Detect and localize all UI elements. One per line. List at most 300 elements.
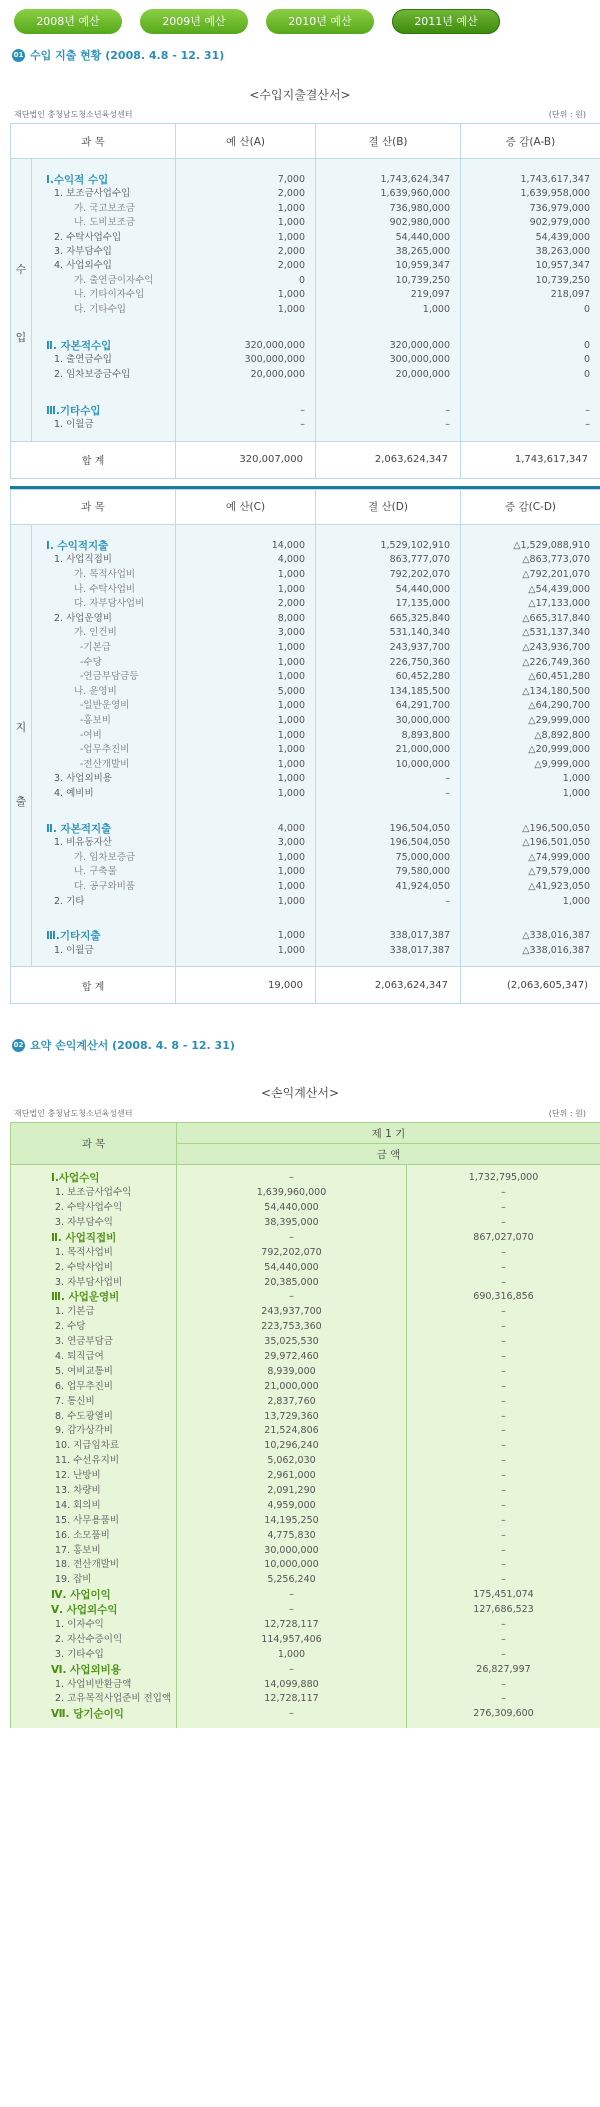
row-label: 2. 고유목적사업준비 전입액 bbox=[55, 1693, 172, 1705]
row-label: 9. 감가상각비 bbox=[55, 1425, 113, 1437]
total-c-budget: 19,000 bbox=[176, 967, 316, 1004]
row-value: 4,000 bbox=[277, 822, 305, 834]
income-body bbox=[11, 159, 600, 442]
row-label: 18. 전산개발비 bbox=[55, 1559, 120, 1571]
row-value: 1,000 bbox=[277, 642, 305, 654]
row-value: – bbox=[289, 1231, 294, 1243]
row-label: 1. 기본급 bbox=[55, 1306, 95, 1318]
row-value: 4,959,000 bbox=[267, 1499, 316, 1511]
row-label: -수당 bbox=[80, 656, 102, 668]
row-label: 14. 회의비 bbox=[55, 1499, 101, 1511]
statement-labels bbox=[11, 1165, 177, 1728]
row-label: 1. 사업직접비 bbox=[54, 554, 112, 566]
row-value: – bbox=[501, 1276, 506, 1288]
total-a: 320,007,000 bbox=[176, 441, 316, 478]
row-label: 나. 운영비 bbox=[74, 685, 117, 697]
row-value: 38,395,000 bbox=[264, 1216, 319, 1228]
row-label: 2. 수탁사업비 bbox=[55, 1261, 113, 1273]
row-label: 1. 보조금사업수입 bbox=[54, 188, 131, 200]
row-value: △29,999,000 bbox=[528, 714, 590, 726]
row-label: 나. 기타이자수입 bbox=[74, 289, 145, 301]
row-value: – bbox=[289, 1172, 294, 1184]
row-value: 1,000 bbox=[277, 773, 305, 785]
row-value: 902,979,000 bbox=[529, 217, 590, 229]
row-value: 2,091,290 bbox=[267, 1485, 316, 1496]
section-title-text: 수입 지출 현황 (2008. 4.8 - 12. 31) bbox=[30, 49, 225, 62]
row-label: Ⅰ.수익적 수입 bbox=[46, 174, 109, 186]
expense-labels bbox=[32, 524, 176, 966]
row-value: – bbox=[445, 787, 450, 799]
total-b: 2,063,624,347 bbox=[316, 441, 461, 478]
row-value: 1,743,624,347 bbox=[380, 174, 450, 185]
section-number-icon: 02 bbox=[12, 1039, 25, 1052]
row-value: 10,296,240 bbox=[264, 1440, 319, 1452]
row-label: 1. 이자수익 bbox=[55, 1619, 104, 1631]
row-value: 4,000 bbox=[277, 554, 305, 566]
row-value: 1,000 bbox=[277, 289, 305, 301]
row-label: Ⅰ.사업수익 bbox=[51, 1172, 100, 1185]
row-value: 1,000 bbox=[277, 851, 305, 863]
total-cd-diff: (2,063,605,347) bbox=[461, 967, 600, 1004]
row-value: – bbox=[501, 1678, 506, 1690]
row-value: △1,529,088,910 bbox=[513, 539, 590, 551]
row-label: Ⅳ. 사업이익 bbox=[51, 1589, 111, 1602]
col-period: 제 1 기 bbox=[177, 1123, 600, 1144]
row-value: 1,000 bbox=[277, 714, 305, 726]
row-value: 1,000 bbox=[277, 671, 305, 683]
row-value: – bbox=[501, 1410, 506, 1422]
row-label: 2. 기타 bbox=[54, 895, 85, 907]
row-value: 867,027,070 bbox=[473, 1231, 534, 1243]
row-value: 300,000,000 bbox=[244, 354, 305, 366]
row-value: 0 bbox=[583, 368, 590, 380]
row-value: 531,140,340 bbox=[389, 627, 450, 639]
row-value: 54,440,000 bbox=[264, 1261, 319, 1273]
row-value: 4,775,830 bbox=[267, 1529, 316, 1541]
row-value: 8,000 bbox=[277, 612, 305, 624]
expense-settle-values bbox=[316, 524, 461, 966]
expense-header-row bbox=[11, 489, 600, 524]
income-table bbox=[10, 123, 600, 479]
row-value: 1,000 bbox=[277, 303, 305, 315]
income-statement-table bbox=[10, 1122, 600, 1728]
row-value: 1,000 bbox=[277, 217, 305, 229]
row-value: 21,524,806 bbox=[264, 1425, 319, 1437]
income-labels bbox=[32, 159, 176, 442]
row-value: △41,923,050 bbox=[528, 880, 590, 892]
row-value: – bbox=[501, 1350, 506, 1362]
row-value: 1,000 bbox=[277, 895, 305, 907]
row-value: 1,639,960,000 bbox=[256, 1187, 327, 1199]
row-value: 1,000 bbox=[277, 758, 305, 770]
row-value: 338,017,387 bbox=[389, 930, 450, 942]
row-spacer bbox=[461, 382, 590, 404]
row-value: 10,957,347 bbox=[535, 260, 590, 272]
row-value: 1,000 bbox=[277, 930, 305, 942]
row-label: 다. 기타수입 bbox=[74, 303, 126, 315]
row-label: 2. 사업운영비 bbox=[54, 612, 112, 624]
row-value: 10,739,250 bbox=[535, 274, 590, 286]
row-value: – bbox=[501, 1693, 506, 1705]
row-label: 3. 기타수입 bbox=[55, 1648, 104, 1660]
row-value: 2,000 bbox=[277, 260, 305, 272]
year-tabs bbox=[0, 0, 600, 44]
row-value: – bbox=[501, 1187, 506, 1199]
total-label: 합 계 bbox=[11, 441, 176, 478]
row-value: 736,980,000 bbox=[389, 202, 450, 214]
row-value: △226,749,360 bbox=[522, 656, 590, 668]
row-value: 20,000,000 bbox=[250, 368, 305, 380]
expense-body bbox=[11, 524, 600, 966]
row-value: 64,291,700 bbox=[395, 700, 450, 712]
row-value: 276,309,600 bbox=[473, 1708, 534, 1720]
expense-diff-values bbox=[461, 524, 600, 966]
row-value: 243,937,700 bbox=[261, 1306, 322, 1318]
row-spacer bbox=[176, 802, 305, 822]
row-value: 338,017,387 bbox=[389, 944, 450, 956]
row-label: -전산개발비 bbox=[80, 758, 130, 770]
tab-2008-budget[interactable]: 2008년 예산 bbox=[14, 9, 122, 34]
row-label: 가. 임차보증금 bbox=[74, 851, 136, 863]
doc-meta bbox=[0, 1108, 600, 1120]
row-spacer bbox=[316, 317, 450, 339]
row-value: △338,016,387 bbox=[522, 944, 590, 956]
row-value: – bbox=[501, 1365, 506, 1377]
row-value: 8,893,800 bbox=[401, 729, 450, 741]
row-value: – bbox=[501, 1499, 506, 1511]
row-value: 1,000 bbox=[277, 880, 305, 892]
row-label: 1. 이월금 bbox=[54, 419, 94, 431]
row-value: 1,000 bbox=[277, 787, 305, 799]
section-title-income-statement bbox=[0, 1034, 600, 1056]
row-spacer bbox=[316, 802, 450, 822]
row-label: 4. 예비비 bbox=[54, 787, 94, 799]
row-value: 5,256,240 bbox=[267, 1574, 316, 1586]
row-value: 1,000 bbox=[277, 866, 305, 878]
row-label: Ⅱ. 자본적수입 bbox=[46, 339, 112, 352]
row-value: 54,440,000 bbox=[264, 1202, 319, 1214]
row-label: 8. 수도광열비 bbox=[55, 1410, 113, 1422]
row-label: 1. 비유동자산 bbox=[54, 837, 112, 849]
row-label: 가. 목적사업비 bbox=[74, 569, 136, 581]
row-value: 134,185,500 bbox=[389, 685, 450, 697]
row-value: 320,000,000 bbox=[389, 339, 450, 351]
row-label: 가. 출연금이자수익 bbox=[74, 274, 154, 286]
row-value: – bbox=[501, 1336, 506, 1348]
row-label: Ⅰ. 수익적지출 bbox=[46, 539, 109, 552]
row-value: △243,936,700 bbox=[522, 642, 590, 654]
unit-label: (단위 : 원) bbox=[548, 110, 586, 119]
row-label: 나. 구축물 bbox=[74, 866, 117, 878]
row-label: Ⅱ. 사업직접비 bbox=[51, 1231, 117, 1244]
row-label: 1. 출연금수입 bbox=[54, 354, 112, 366]
row-label: Ⅲ.기타수입 bbox=[46, 405, 101, 418]
row-label: 2. 임차보증금수입 bbox=[54, 368, 131, 380]
row-value: – bbox=[501, 1216, 506, 1228]
row-label: 19. 잡비 bbox=[55, 1574, 92, 1586]
row-value: 0 bbox=[583, 303, 590, 315]
row-value: – bbox=[501, 1380, 506, 1392]
row-label: Ⅱ. 자본적지출 bbox=[46, 822, 112, 835]
row-value: 243,937,700 bbox=[389, 642, 450, 654]
row-spacer bbox=[32, 382, 175, 404]
row-value: – bbox=[501, 1619, 506, 1631]
row-value: – bbox=[501, 1648, 506, 1660]
row-label: 2. 수탁사업수익 bbox=[55, 1202, 123, 1214]
row-value: 10,000,000 bbox=[264, 1559, 319, 1571]
row-label: 5. 여비교통비 bbox=[55, 1365, 113, 1377]
row-value: 26,827,997 bbox=[476, 1663, 531, 1675]
row-label: 가. 인건비 bbox=[74, 627, 117, 639]
row-value: △64,290,700 bbox=[528, 700, 590, 712]
tab-2009-budget[interactable]: 2009년 예산 bbox=[140, 9, 248, 34]
col-budget-c: 예 산(C) bbox=[176, 489, 316, 524]
row-value: – bbox=[289, 1663, 294, 1675]
row-value: 13,729,360 bbox=[264, 1410, 319, 1422]
row-value: △54,439,000 bbox=[528, 583, 590, 595]
row-label: 2. 자산수증이익 bbox=[55, 1633, 123, 1645]
row-value: △134,180,500 bbox=[522, 685, 590, 697]
statement-sum-values bbox=[407, 1165, 600, 1728]
col-diff-cd: 증 감(C-D) bbox=[461, 489, 600, 524]
row-value: △338,016,387 bbox=[522, 930, 590, 942]
row-label: 16. 소모품비 bbox=[55, 1529, 110, 1541]
row-value: – bbox=[501, 1395, 506, 1407]
row-value: 0 bbox=[583, 354, 590, 366]
expense-category: 지 출 bbox=[11, 524, 32, 966]
row-spacer bbox=[316, 382, 450, 404]
row-value: 736,979,000 bbox=[529, 202, 590, 214]
row-label: 15. 사무용품비 bbox=[55, 1514, 120, 1526]
row-value: – bbox=[445, 405, 450, 417]
row-value: 218,097 bbox=[550, 289, 590, 301]
row-value: 21,000,000 bbox=[395, 744, 450, 756]
row-value: 0 bbox=[583, 339, 590, 351]
row-value: – bbox=[445, 895, 450, 907]
row-value: 5,000 bbox=[277, 685, 305, 697]
row-label: 2. 수당 bbox=[55, 1321, 86, 1333]
row-value: 1,000 bbox=[277, 700, 305, 712]
section-title-income-expense bbox=[0, 44, 600, 66]
row-spacer bbox=[32, 317, 175, 339]
row-value: 114,957,406 bbox=[261, 1633, 322, 1645]
row-value: – bbox=[585, 419, 590, 431]
row-value: – bbox=[501, 1246, 506, 1258]
row-value: 902,980,000 bbox=[389, 217, 450, 229]
income-settle-values bbox=[316, 159, 461, 442]
row-value: 79,580,000 bbox=[395, 866, 450, 878]
row-spacer bbox=[461, 909, 590, 929]
row-label: 3. 자부담수입 bbox=[54, 245, 112, 257]
row-value: 10,959,347 bbox=[395, 260, 450, 272]
row-value: 30,000,000 bbox=[395, 714, 450, 726]
total-c: 1,743,617,347 bbox=[461, 441, 600, 478]
row-value: 2,000 bbox=[277, 188, 305, 200]
row-label: 12. 난방비 bbox=[55, 1470, 101, 1482]
row-spacer bbox=[176, 317, 305, 339]
row-value: 690,316,856 bbox=[473, 1291, 534, 1303]
row-value: 1,000 bbox=[277, 583, 305, 595]
row-label: 3. 자부담사업비 bbox=[55, 1276, 123, 1288]
row-value: 1,000 bbox=[277, 1648, 306, 1660]
row-value: – bbox=[501, 1544, 506, 1556]
col-subject: 과 목 bbox=[11, 124, 176, 159]
row-value: 1,000 bbox=[562, 895, 590, 907]
row-value: 7,000 bbox=[277, 174, 305, 185]
row-value: – bbox=[501, 1485, 506, 1496]
row-value: 1,000 bbox=[562, 773, 590, 785]
org-name: 재단법인 충청남도청소년육성센터 bbox=[14, 110, 133, 119]
row-value: – bbox=[445, 773, 450, 785]
row-label: Ⅲ.기타지출 bbox=[46, 930, 101, 943]
income-total-row bbox=[11, 441, 600, 478]
row-value: △74,999,000 bbox=[528, 851, 590, 863]
tab-2011-budget[interactable]: 2011년 예산 bbox=[392, 9, 500, 34]
row-value: 38,265,000 bbox=[395, 245, 450, 257]
row-label: -연금부담금등 bbox=[80, 671, 139, 683]
row-value: 12,728,117 bbox=[264, 1619, 319, 1631]
row-value: 14,195,250 bbox=[264, 1514, 319, 1526]
row-value: △665,317,840 bbox=[522, 612, 590, 624]
row-label: 17. 홍보비 bbox=[55, 1544, 101, 1556]
row-spacer bbox=[316, 909, 450, 929]
row-value: 1,743,617,347 bbox=[520, 174, 590, 185]
row-value: △863,773,070 bbox=[522, 554, 590, 566]
row-value: – bbox=[289, 1708, 294, 1720]
row-label: -홍보비 bbox=[80, 714, 111, 726]
col-amount: 금 액 bbox=[177, 1144, 600, 1165]
row-value: 226,750,360 bbox=[389, 656, 450, 668]
row-value: 2,000 bbox=[277, 245, 305, 257]
row-value: – bbox=[501, 1202, 506, 1214]
row-value: 1,000 bbox=[277, 656, 305, 668]
row-value: 54,439,000 bbox=[535, 231, 590, 243]
row-value: 10,000,000 bbox=[395, 758, 450, 770]
row-value: △531,137,340 bbox=[522, 627, 590, 639]
row-label: 가. 국고보조금 bbox=[74, 202, 136, 214]
row-value: △9,999,000 bbox=[534, 758, 590, 770]
col-diff-ab: 증 감(A-B) bbox=[461, 124, 600, 159]
unit-label: (단위 : 원) bbox=[548, 1109, 586, 1119]
total-d-settle: 2,063,624,347 bbox=[316, 967, 461, 1004]
row-label: 7. 통신비 bbox=[55, 1395, 95, 1407]
row-value: 1,000 bbox=[562, 787, 590, 799]
row-value: 30,000,000 bbox=[264, 1544, 319, 1556]
row-label: Ⅵ. 사업외비용 bbox=[51, 1663, 121, 1676]
row-value: 0 bbox=[298, 274, 305, 286]
row-label: Ⅴ. 사업외수익 bbox=[51, 1604, 118, 1617]
row-value: 20,385,000 bbox=[264, 1276, 319, 1288]
row-value: △20,999,000 bbox=[528, 744, 590, 756]
row-value: △196,500,050 bbox=[522, 822, 590, 834]
row-label: 나. 도비보조금 bbox=[74, 217, 136, 229]
row-value: 2,837,760 bbox=[267, 1395, 316, 1407]
row-value: 1,000 bbox=[277, 569, 305, 581]
row-label: 3. 사업외비용 bbox=[54, 773, 112, 785]
period-header-row bbox=[11, 1123, 600, 1144]
row-value: – bbox=[289, 1291, 294, 1303]
row-value: 1,639,958,000 bbox=[520, 188, 590, 200]
expense-budget-values bbox=[176, 524, 316, 966]
row-label: 1. 목적사업비 bbox=[55, 1246, 113, 1258]
row-value: 2,000 bbox=[277, 598, 305, 610]
row-value: – bbox=[445, 419, 450, 431]
row-label: 1. 이월금 bbox=[54, 944, 94, 956]
row-value: 5,062,030 bbox=[267, 1455, 316, 1467]
row-value: – bbox=[501, 1470, 506, 1482]
row-value: 38,263,000 bbox=[535, 245, 590, 257]
row-value: 1,000 bbox=[277, 744, 305, 756]
row-spacer bbox=[176, 382, 305, 404]
row-value: 12,728,117 bbox=[264, 1693, 319, 1705]
row-value: 223,753,360 bbox=[261, 1321, 322, 1333]
row-value: – bbox=[289, 1604, 294, 1616]
income-budget-values bbox=[176, 159, 316, 442]
row-value: 3,000 bbox=[277, 837, 305, 849]
row-label: 나. 수탁사업비 bbox=[74, 583, 136, 595]
row-value: 75,000,000 bbox=[395, 851, 450, 863]
row-label: Ⅶ. 당기순이익 bbox=[51, 1708, 124, 1721]
row-value: 320,000,000 bbox=[244, 339, 305, 351]
expense-table bbox=[10, 489, 600, 1004]
row-spacer bbox=[32, 802, 175, 822]
row-value: 14,099,880 bbox=[264, 1678, 319, 1690]
row-value: – bbox=[300, 405, 305, 417]
row-spacer bbox=[461, 317, 590, 339]
row-value: 29,972,460 bbox=[264, 1350, 319, 1362]
row-value: 1,000 bbox=[422, 303, 450, 315]
row-value: – bbox=[501, 1574, 506, 1586]
doc-title: <손익계산서> bbox=[260, 1086, 340, 1101]
section-title-text: 요약 손익계산서 (2008. 4. 8 - 12. 31) bbox=[30, 1039, 235, 1053]
row-value: – bbox=[501, 1455, 506, 1467]
income-statement-body bbox=[11, 1165, 600, 1728]
row-value: △17,133,000 bbox=[528, 598, 590, 610]
row-value: 1,000 bbox=[277, 944, 305, 956]
section-number-icon: 01 bbox=[12, 49, 25, 62]
row-value: – bbox=[501, 1425, 506, 1437]
row-value: 2,961,000 bbox=[267, 1470, 316, 1482]
row-value: 127,686,523 bbox=[473, 1604, 534, 1616]
row-value: 21,000,000 bbox=[264, 1380, 319, 1392]
row-value: △79,579,000 bbox=[528, 866, 590, 878]
row-value: – bbox=[501, 1633, 506, 1645]
doc-meta bbox=[0, 109, 600, 121]
col-subject: 과 목 bbox=[11, 489, 176, 524]
row-label: Ⅲ. 사업운영비 bbox=[51, 1291, 120, 1304]
row-value: 175,451,074 bbox=[473, 1589, 534, 1601]
row-value: 196,504,050 bbox=[389, 837, 450, 849]
tab-2010-budget[interactable]: 2010년 예산 bbox=[266, 9, 374, 34]
row-label: 다. 자부담사업비 bbox=[74, 598, 145, 610]
row-value: 8,939,000 bbox=[267, 1365, 316, 1377]
row-value: 35,025,530 bbox=[264, 1336, 319, 1348]
row-spacer bbox=[461, 802, 590, 822]
row-value: 1,732,795,000 bbox=[468, 1172, 539, 1184]
col-settle-b: 결 산(B) bbox=[316, 124, 461, 159]
row-label: 3. 자부담수익 bbox=[55, 1216, 113, 1228]
expense-total-row bbox=[11, 967, 600, 1004]
row-value: 60,452,280 bbox=[395, 671, 450, 683]
row-value: – bbox=[501, 1559, 506, 1571]
col-subject: 과 목 bbox=[11, 1123, 177, 1165]
income-diff-values bbox=[461, 159, 600, 442]
col-budget-a: 예 산(A) bbox=[176, 124, 316, 159]
row-value: 17,135,000 bbox=[395, 598, 450, 610]
row-value: 1,639,960,000 bbox=[380, 188, 450, 200]
income-header-row bbox=[11, 124, 600, 159]
row-value: – bbox=[501, 1261, 506, 1273]
